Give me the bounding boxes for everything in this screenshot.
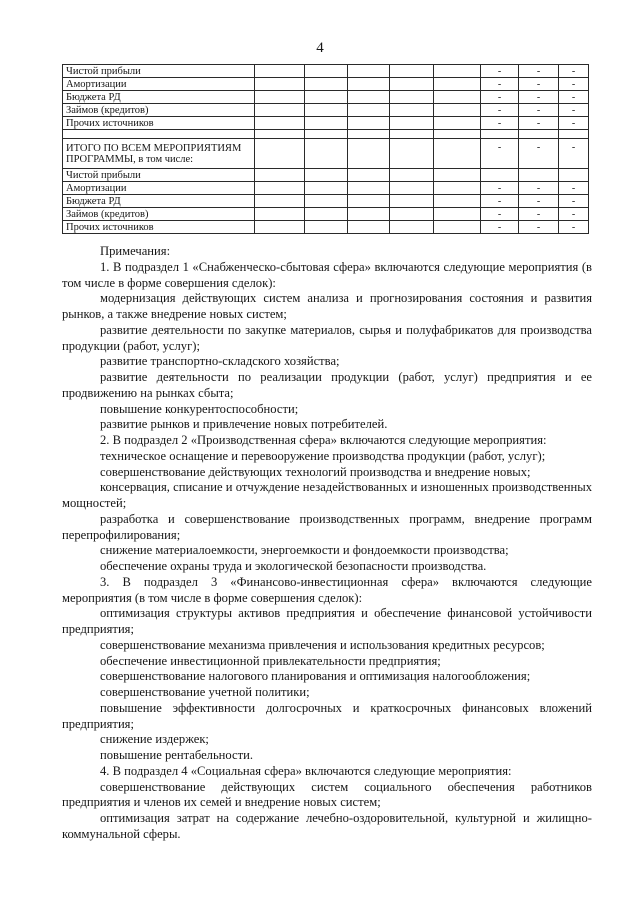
note-item: развитие рынков и привлечение новых потребителей. [100, 417, 388, 432]
note-item: повышение эффективности долгосрочных и краткосрочных финансовых вложений предприятия; [62, 700, 592, 731]
total-label: ИТОГО ПО ВСЕМ МЕРОПРИЯТИЯМ ПРОГРАММЫ, в том числе: [63, 139, 255, 169]
notes-section [62, 244, 592, 843]
note-paragraph-4: 4. В подраздел 4 «Социальная сфера» включаются следующие мероприятия: [100, 763, 512, 778]
table-row: Займов (кредитов) - - - [63, 104, 589, 117]
table-row: Чистой прибыли - - - [63, 65, 589, 78]
table-row [63, 169, 589, 182]
note-item: совершенствование действующих технологий производства и внедрение новых; [100, 464, 531, 479]
note-item: модернизация действующих систем анализа и прогнозирования состояния и развития рынков, а также внедрение новых систем; [62, 291, 592, 321]
row-label: Займов (кредитов) [63, 104, 255, 117]
note-item: повышение рентабельности. [100, 748, 254, 762]
row-label: Займов (кредитов) [63, 208, 255, 221]
note-item: снижение издержек; [100, 732, 209, 747]
table-row: Прочих источников - - - [63, 221, 589, 234]
note-item: обеспечение инвестиционной привлекательности предприятия; [100, 653, 441, 668]
note-item: совершенствование действующих систем социального обеспечения работников предприятия и членов их семей и внедрение новых систем; [62, 779, 592, 810]
note-item: развитие деятельности по закупке материалов, сырья и полуфабрикатов для производства продукции (работ, услуг); [62, 322, 592, 353]
note-paragraph-1: 1. В подраздел 1 «Снабженческо-сбытовая сфера» включаются следующие мероприятия (в том числе в форме совершения сделок): [62, 259, 592, 290]
note-paragraph-2: 2. В подраздел 2 «Производственная сфера» включаются следующие мероприятия: [100, 433, 547, 447]
row-label: Амортизации [63, 78, 255, 91]
note-item: совершенствование налогового планирования и оптимизация налогообложения; [100, 669, 531, 684]
note-item: развитие деятельности по реализации продукции (работ, услуг) предприятия и ее продвижению на рынках сбыта; [62, 370, 592, 400]
note-item: разработка и совершенствование производственных программ, внедрение программ перепрофилирования; [62, 511, 592, 542]
page-number: 4 [316, 40, 324, 56]
row-label: Прочих источников [63, 221, 255, 234]
notes-heading: Примечания: [100, 244, 171, 258]
note-item: снижение материалоемкости, энергоемкости и фондоемкости производства; [100, 543, 509, 558]
note-paragraph-3: 3. В подраздел 3 «Финансово-инвестиционная сфера» включаются следующие мероприятия (в том числе в форме совершения сделок): [62, 574, 592, 605]
table-row: Бюджета РД - - - [63, 91, 589, 104]
note-item: оптимизация затрат на содержание лечебно-оздоровительной, культурной и жилищно-коммунальной сферы. [62, 811, 592, 841]
note-item: развитие транспортно-складского хозяйства; [100, 354, 340, 369]
note-item: повышение конкурентоспособности; [100, 401, 299, 416]
row-label: Прочих источников [63, 117, 255, 130]
funding-sources-table [62, 64, 589, 234]
table-row: Амортизации - - - [63, 78, 589, 91]
note-item: консервация, списание и отчуждение незадействованных и изношенных производственных мощностей; [62, 480, 592, 510]
total-row: ИТОГО ПО ВСЕМ МЕРОПРИЯТИЯМ ПРОГРАММЫ, в том числе: - - - [63, 139, 589, 169]
row-label: Амортизации [63, 182, 255, 195]
note-item: совершенствование учетной политики; [100, 685, 310, 699]
note-item: техническое оснащение и перевооружение производства продукции (работ, услуг); [100, 448, 546, 463]
row-label: Бюджета РД [63, 91, 255, 104]
row-label: Бюджета РД [63, 195, 255, 208]
table-spacer-row [63, 130, 589, 139]
table-row: Прочих источников - - - [63, 117, 589, 130]
table-row: Амортизации - - - [63, 182, 589, 195]
note-item: оптимизация структуры активов предприятия и обеспечение финансовой устойчивости предприятия; [62, 606, 592, 636]
row-label: Чистой прибыли [63, 65, 255, 78]
table-row: Займов (кредитов) - - - [63, 208, 589, 221]
table-row: Бюджета РД - - - [63, 195, 589, 208]
note-item: совершенствование механизма привлечения и использования кредитных ресурсов; [100, 637, 545, 652]
row-label: Чистой прибыли [63, 169, 255, 182]
note-item: обеспечение охраны труда и экологической безопасности производства. [100, 559, 487, 573]
